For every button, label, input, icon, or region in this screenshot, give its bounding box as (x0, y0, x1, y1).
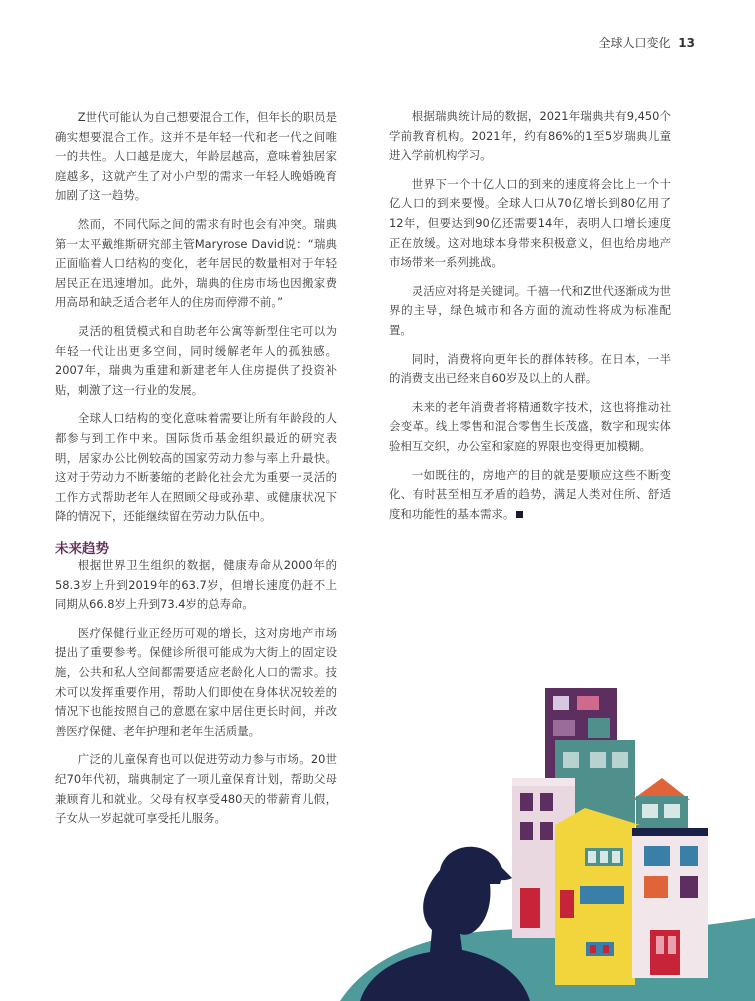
paragraph: 世界下一个十亿人口的到来的速度将会比上一个十亿人口的到来要慢。全球人口从70亿增长到80亿用了12年，但要达到90亿还需要14年，表明人口增长速度正在放缓。这对地球本身带来积极意义，但也给房地产市场带来一系列挑战。 (389, 176, 671, 270)
paragraph: 根据瑞典统计局的数据，2021年瑞典共有9,450个学前教育机构。2021年，约有86%的1至5岁瑞典儿童进入学前机构学习。 (389, 109, 671, 163)
header-title: 全球人口变化 (598, 36, 671, 50)
paragraph: 灵活应对将是关键词。千禧一代和Z世代逐渐成为世界的主导，绿色城市和各方面的流动性将成为标准配置。 (389, 283, 671, 337)
paragraph-text: 一如既往的，房地产的目的就是要顺应这些不断变化、有时甚至相互矛盾的趋势，满足人类对住所、舒适度和功能性的基本需求。 (389, 467, 671, 521)
building-teal-right (632, 778, 690, 836)
paragraph: 然而，不同代际之间的需求有时也会有冲突。瑞典第一太平戴维斯研究部主管Maryrose David说：“瑞典正面临着人口结构的变化，老年居民的数量相对于年轻居民正在迅速增加。此外，瑞典的住房市场也因搬家费用高昂和缺乏适合老年人的住房而停滞不前。” (55, 216, 337, 310)
paragraph: 未来的老年消费者将精通数字技术，这也将推动社会变革。线上零售和混合零售生长茂盛，数字和现实体验相互交织，办公室和家庭的界限也变得更加模糊。 (389, 399, 671, 453)
paragraph: 根据世界卫生组织的数据，健康寿命从2000年的58.3岁上升到2019年的63.7岁，但增长速度仍赶不上同期从66.8岁上升到73.4岁的总寿命。 (55, 558, 337, 612)
building-yellow (555, 808, 640, 985)
paragraph: 灵活的租赁模式和自助老年公寓等新型住宅可以为年轻一代让出更多空间，同时缓解老年人的孤独感。2007年，瑞典为重建和新建老年人住房提供了投资补贴，刺激了这一行业的发展。 (55, 323, 337, 397)
paragraph: 广泛的儿童保育也可以促进劳动力参与市场。20世纪70年代初，瑞典制定了一项儿童保育计划，帮助父母兼顾育儿和就业。父母有权享受480天的带薪育儿假，子女从一岁起就可享受托儿服务。 (55, 752, 337, 826)
page-number: 13 (678, 36, 695, 50)
paragraph: 同时，消费将向更年长的群体转移。在日本，一半的消费支出已经来自60岁及以上的人群。 (389, 351, 671, 386)
section-heading: 未来趋势 (55, 541, 109, 557)
paragraph: 医疗保健行业正经历可观的增长，这对房地产市场提出了重要参考。保健诊所很可能成为大街上的固定设施，公共和私人空间都需要适应老龄化人口的需求。技术可以发挥重要作用，帮助人们即使在身体状况较差的情况下也能按照自己的意愿在家中居住更长时间，并改善医疗保健、老年护理和老年生活质量。 (55, 625, 337, 738)
paragraph: 全球人口结构的变化意味着需要让所有年龄段的人都参与到工作中来。国际货币基金组织最近的研究表明，居家办公比例较高的国家劳动力参与率上升最快。这对于劳动力不断萎缩的老龄化社会尤为重要一灵活的工作方式帮助老年人在照顾父母或孙辈、或健康状况下降的情况下，还能继续留在劳动力队伍中。 (55, 411, 337, 524)
person-silhouette-icon (360, 847, 530, 1001)
paragraph: Z世代可能认为自己想要混合工作，但年长的职员是确实想要混合工作。这并不是年轻一代和老一代之间唯一的共性。人口越是庞大，年龄层越高，意味着独居家庭越多，这就产生了对小户型的需求一年轻人晚婚晚育加剧了这一趋势。 (55, 110, 337, 203)
building-white (632, 828, 708, 978)
